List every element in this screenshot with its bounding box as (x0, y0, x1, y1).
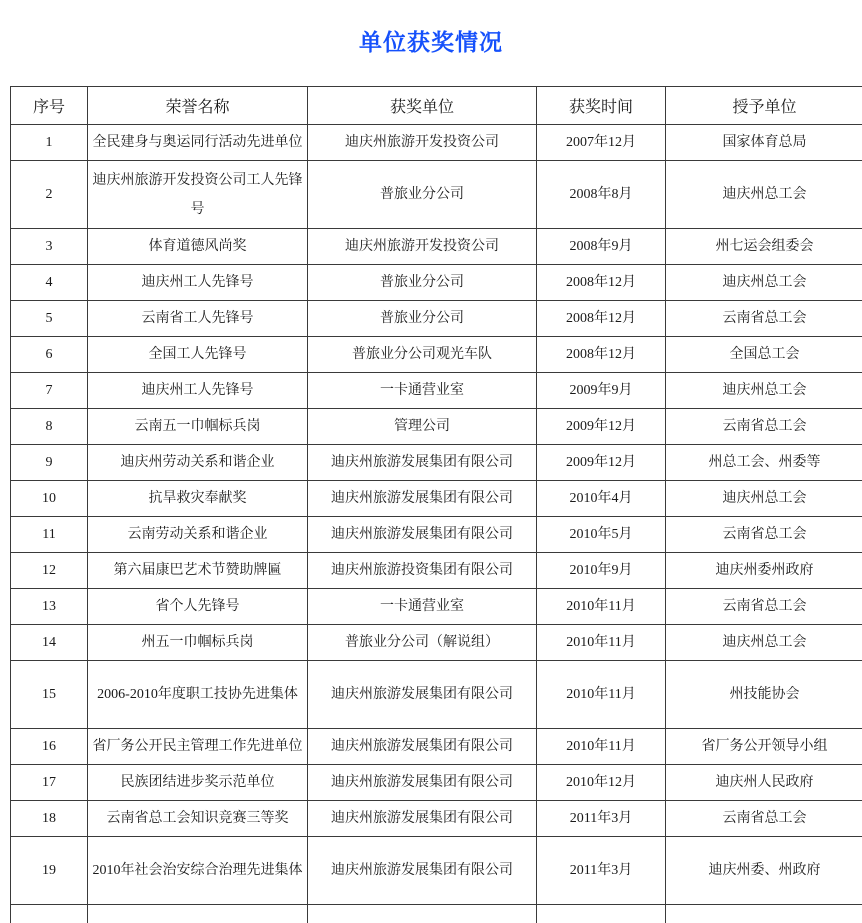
table-row (11, 125, 862, 161)
cell-no: 8 (11, 409, 88, 445)
cell-unit: 迪庆州旅游发展集团有限公司 (308, 801, 537, 837)
cell-no: 9 (11, 445, 88, 481)
cell-issuer: 全国总工会 (666, 337, 862, 373)
cell-honor: 第六届康巴艺术节赞助牌匾 (88, 553, 308, 589)
cell-time: 2010年11月 (537, 661, 666, 729)
cell-issuer: 云南省总工会 (666, 301, 862, 337)
table-row (11, 481, 862, 517)
table-row (11, 301, 862, 337)
header-row (11, 87, 862, 125)
cell-empty (11, 905, 88, 923)
cell-time: 2010年4月 (537, 481, 666, 517)
page-title: 单位获奖情况 (0, 24, 862, 57)
cell-time: 2010年5月 (537, 517, 666, 553)
cell-time: 2009年12月 (537, 445, 666, 481)
cell-no: 18 (11, 801, 88, 837)
cell-issuer: 云南省总工会 (666, 517, 862, 553)
cell-unit: 普旅业分公司 (308, 265, 537, 301)
cell-honor: 2010年社会治安综合治理先进集体 (88, 837, 308, 905)
cell-unit: 迪庆州旅游发展集团有限公司 (308, 837, 537, 905)
table-row (11, 373, 862, 409)
cell-unit: 迪庆州旅游发展集团有限公司 (308, 729, 537, 765)
cell-no: 19 (11, 837, 88, 905)
cell-time: 2008年9月 (537, 229, 666, 265)
cell-honor: 云南五一巾帼标兵岗 (88, 409, 308, 445)
cell-issuer: 迪庆州委州政府 (666, 553, 862, 589)
cell-issuer: 迪庆州总工会 (666, 161, 862, 229)
cell-no: 4 (11, 265, 88, 301)
cell-unit: 迪庆州旅游发展集团有限公司 (308, 517, 537, 553)
cell-honor: 抗旱救灾奉献奖 (88, 481, 308, 517)
cell-unit: 迪庆州旅游发展集团有限公司 (308, 661, 537, 729)
cell-time: 2010年12月 (537, 765, 666, 801)
cell-unit: 迪庆州旅游投资集团有限公司 (308, 553, 537, 589)
table-row (11, 625, 862, 661)
cell-time: 2010年11月 (537, 729, 666, 765)
cell-honor: 云南省工人先锋号 (88, 301, 308, 337)
table-row (11, 409, 862, 445)
cell-issuer: 云南省总工会 (666, 801, 862, 837)
table-row (11, 337, 862, 373)
cell-no: 12 (11, 553, 88, 589)
column-header-time: 获奖时间 (537, 87, 666, 125)
cell-honor: 云南省总工会知识竞赛三等奖 (88, 801, 308, 837)
cell-no: 5 (11, 301, 88, 337)
cell-time: 2011年3月 (537, 801, 666, 837)
awards-table-body (11, 125, 862, 923)
cell-issuer: 迪庆州总工会 (666, 265, 862, 301)
table-row (11, 265, 862, 301)
cell-unit: 迪庆州旅游发展集团有限公司 (308, 481, 537, 517)
cell-issuer: 州七运会组委会 (666, 229, 862, 265)
table-row (11, 589, 862, 625)
cell-time: 2010年9月 (537, 553, 666, 589)
cell-unit: 普旅业分公司观光车队 (308, 337, 537, 373)
column-header-issuer: 授予单位 (666, 87, 862, 125)
table-row (11, 765, 862, 801)
cell-no: 2 (11, 161, 88, 229)
table-row (11, 445, 862, 481)
cell-issuer: 州总工会、州委等 (666, 445, 862, 481)
cell-honor: 州五一巾帼标兵岗 (88, 625, 308, 661)
awards-table (10, 86, 862, 923)
cell-time: 2007年12月 (537, 125, 666, 161)
cell-time: 2011年3月 (537, 837, 666, 905)
cell-no: 15 (11, 661, 88, 729)
table-row (11, 837, 862, 905)
cell-unit: 一卡通营业室 (308, 589, 537, 625)
table-row (11, 729, 862, 765)
cell-honor: 迪庆州工人先锋号 (88, 265, 308, 301)
table-row (11, 161, 862, 229)
cell-issuer: 省厂务公开领导小组 (666, 729, 862, 765)
cell-issuer: 迪庆州总工会 (666, 625, 862, 661)
cell-honor: 迪庆州劳动关系和谐企业 (88, 445, 308, 481)
table-row (11, 801, 862, 837)
cell-empty (88, 905, 308, 923)
cell-no: 17 (11, 765, 88, 801)
cell-no: 13 (11, 589, 88, 625)
cell-unit: 迪庆州旅游开发投资公司 (308, 229, 537, 265)
cell-issuer: 国家体育总局 (666, 125, 862, 161)
cell-no: 11 (11, 517, 88, 553)
cell-time: 2010年11月 (537, 625, 666, 661)
column-header-unit: 获奖单位 (308, 87, 537, 125)
cell-honor: 全民建身与奥运同行活动先进单位 (88, 125, 308, 161)
cell-issuer: 州技能协会 (666, 661, 862, 729)
cell-no: 14 (11, 625, 88, 661)
cell-empty (308, 905, 537, 923)
partial-row (11, 905, 862, 923)
cell-honor: 省厂务公开民主管理工作先进单位 (88, 729, 308, 765)
table-row (11, 553, 862, 589)
cell-honor: 迪庆州工人先锋号 (88, 373, 308, 409)
cell-unit: 普旅业分公司（解说组） (308, 625, 537, 661)
cell-honor: 省个人先锋号 (88, 589, 308, 625)
cell-issuer: 迪庆州总工会 (666, 373, 862, 409)
table-row (11, 229, 862, 265)
cell-no: 7 (11, 373, 88, 409)
cell-unit: 管理公司 (308, 409, 537, 445)
cell-issuer: 迪庆州总工会 (666, 481, 862, 517)
cell-issuer: 云南省总工会 (666, 409, 862, 445)
cell-unit: 迪庆州旅游发展集团有限公司 (308, 765, 537, 801)
cell-unit: 迪庆州旅游发展集团有限公司 (308, 445, 537, 481)
cell-honor: 民族团结进步奖示范单位 (88, 765, 308, 801)
table-row (11, 661, 862, 729)
cell-honor: 全国工人先锋号 (88, 337, 308, 373)
cell-issuer: 云南省总工会 (666, 589, 862, 625)
awards-table-header (11, 87, 862, 125)
cell-time: 2010年11月 (537, 589, 666, 625)
cell-unit: 普旅业分公司 (308, 301, 537, 337)
cell-honor: 体育道德风尚奖 (88, 229, 308, 265)
column-header-honor: 荣誉名称 (88, 87, 308, 125)
table-row (11, 517, 862, 553)
cell-honor: 迪庆州旅游开发投资公司工人先锋号 (88, 161, 308, 229)
cell-empty (666, 905, 862, 923)
cell-unit: 迪庆州旅游开发投资公司 (308, 125, 537, 161)
cell-time: 2009年9月 (537, 373, 666, 409)
cell-time: 2008年12月 (537, 301, 666, 337)
cell-issuer: 迪庆州人民政府 (666, 765, 862, 801)
cell-unit: 普旅业分公司 (308, 161, 537, 229)
cell-no: 10 (11, 481, 88, 517)
cell-no: 16 (11, 729, 88, 765)
cell-honor: 云南劳动关系和谐企业 (88, 517, 308, 553)
column-header-no: 序号 (11, 87, 88, 125)
cell-no: 6 (11, 337, 88, 373)
cell-time: 2009年12月 (537, 409, 666, 445)
cell-time: 2008年12月 (537, 265, 666, 301)
cell-time: 2008年12月 (537, 337, 666, 373)
cell-honor: 2006-2010年度职工技协先进集体 (88, 661, 308, 729)
cell-empty (537, 905, 666, 923)
cell-issuer: 迪庆州委、州政府 (666, 837, 862, 905)
cell-no: 3 (11, 229, 88, 265)
cell-time: 2008年8月 (537, 161, 666, 229)
cell-unit: 一卡通营业室 (308, 373, 537, 409)
cell-no: 1 (11, 125, 88, 161)
